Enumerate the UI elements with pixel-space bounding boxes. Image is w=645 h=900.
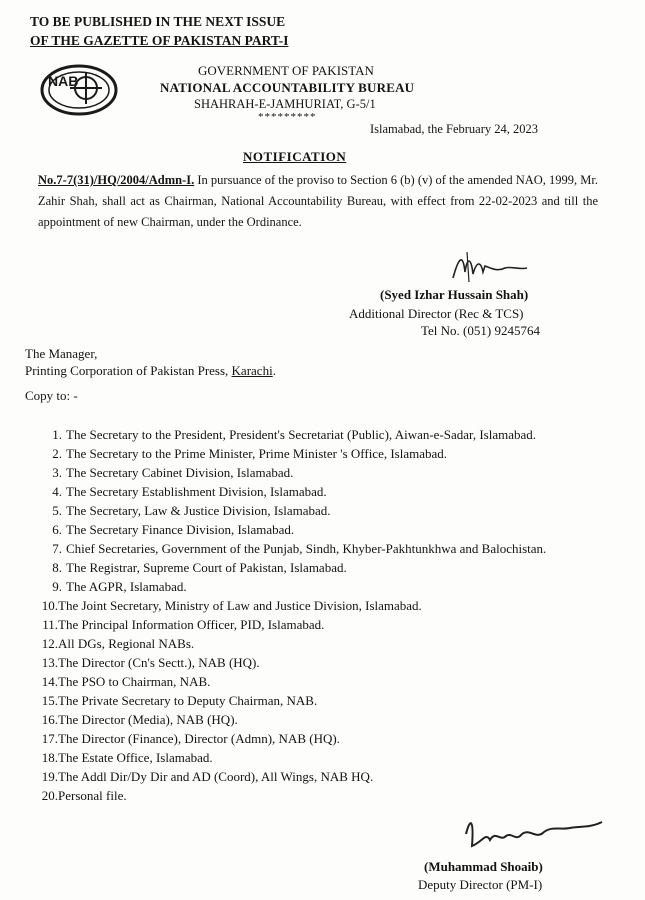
list-item: [28, 596, 588, 615]
bureau-heading: NATIONAL ACCOUNTABILITY BUREAU: [160, 80, 415, 95]
list-item-text: The Director (Finance), Director (Admn), NAB (HQ).: [58, 731, 340, 746]
signature-icon: [460, 812, 610, 862]
addressee-punct: .: [272, 363, 276, 378]
list-item-number: 18.: [41, 750, 58, 765]
list-item-text: The Registrar, Supreme Court of Pakistan, Islamabad.: [66, 560, 347, 575]
list-item-text: The Private Secretary to Deputy Chairman, NAB.: [58, 693, 318, 708]
signatory1-designation: Additional Director (Rec & TCS): [349, 306, 524, 321]
list-item-number: 14.: [41, 674, 58, 689]
list-item-text: The AGPR, Islamabad.: [66, 579, 187, 594]
list-item: [28, 653, 588, 672]
signatory2-designation: Deputy Director (PM-I): [418, 877, 543, 892]
list-item-number: 6.: [52, 522, 62, 537]
notification-body: [38, 170, 598, 233]
addressee-city: Karachi: [231, 363, 273, 378]
list-item: [28, 767, 588, 786]
signature-icon: [445, 248, 535, 288]
list-item-number: 9.: [52, 579, 62, 594]
list-item-text: The Secretary to the President, President's Secretariat (Public), Aiwan-e-Sadar, Islamabad.: [66, 427, 537, 442]
list-item-number: 4.: [52, 484, 62, 499]
list-item: [28, 463, 588, 482]
copy-to-label: Copy to: -: [25, 388, 78, 403]
bureau-address: SHAHRAH-E-JAMHURIAT, G-5/1: [194, 97, 376, 111]
list-item-number: 19.: [41, 769, 58, 784]
list-item-text: The Principal Information Officer, PID, Islamabad.: [58, 617, 325, 632]
nab-logo-icon: [40, 64, 118, 116]
list-item-text: The Secretary to the Prime Minister, Prime Minister 's Office, Islamabad.: [66, 446, 448, 461]
list-item-text: Chief Secretaries, Government of the Punjab, Sindh, Khyber-Pakhtunkhwa and Balochistan.: [66, 541, 547, 556]
addressee-org: Printing Corporation of Pakistan Press,: [25, 363, 232, 378]
list-item-text: The Secretary Finance Division, Islamabad.: [66, 522, 295, 537]
list-item-number: 10.: [41, 598, 58, 613]
list-item-number: 12.: [41, 636, 58, 651]
header-stars: *********: [258, 111, 317, 123]
list-item: [28, 520, 588, 539]
list-item-text: The Secretary Establishment Division, Islamabad.: [66, 484, 327, 499]
signatory1-name: (Syed Izhar Hussain Shah): [380, 287, 529, 302]
notification-text: In pursuance of the proviso to Section 6 (b) (v) of the amended NAO, 1999, Mr. Zahir Shah, shall act as Chairman, National Accountability Bureau, with effect from 22-02-2023 and till the appointment of new Chairman, under the Ordinance.: [38, 173, 598, 229]
list-item: [28, 710, 588, 729]
list-item: [28, 634, 588, 653]
page-title: NOTIFICATION: [243, 149, 347, 164]
logo-text: NAB: [48, 73, 79, 89]
list-item-text: The PSO to Chairman, NAB.: [58, 674, 211, 689]
list-item: [28, 577, 588, 596]
list-item-number: 17.: [41, 731, 58, 746]
list-item-text: The Secretary Cabinet Division, Islamabad.: [66, 465, 294, 480]
list-item-text: The Secretary, Law & Justice Division, Islamabad.: [66, 503, 331, 518]
list-item-number: 13.: [41, 655, 58, 670]
list-item-number: 5.: [52, 503, 62, 518]
publication-note-line2: OF THE GAZETTE OF PAKISTAN PART-I: [30, 33, 289, 48]
list-item-text: The Director (Cn's Sectt.), NAB (HQ).: [58, 655, 260, 670]
list-item-number: 7.: [52, 541, 62, 556]
list-item-number: 15.: [41, 693, 58, 708]
government-heading: GOVERNMENT OF PAKISTAN: [198, 63, 374, 78]
list-item: [28, 691, 588, 710]
list-item: [28, 444, 588, 463]
addressee-line2: [25, 363, 276, 379]
list-item: [28, 539, 588, 558]
signatory2-name: (Muhammad Shoaib): [424, 859, 543, 874]
list-item-text: The Addl Dir/Dy Dir and AD (Coord), All Wings, NAB HQ.: [58, 769, 374, 784]
list-item-number: 3.: [52, 465, 62, 480]
list-item-text: The Joint Secretary, Ministry of Law and Justice Division, Islamabad.: [58, 598, 422, 613]
list-item-number: 11.: [42, 617, 58, 632]
list-item: [28, 672, 588, 691]
copy-to-list: [28, 425, 588, 805]
list-item-number: 16.: [41, 712, 58, 727]
list-item-text: The Estate Office, Islamabad.: [58, 750, 213, 765]
reference-number: No.7-7(31)/HQ/2004/Admn-I.: [38, 173, 195, 187]
list-item: [28, 558, 588, 577]
list-item: [28, 729, 588, 748]
list-item-text: All DGs, Regional NABs.: [58, 636, 195, 651]
publication-note-line1: TO BE PUBLISHED IN THE NEXT ISSUE: [30, 14, 286, 29]
addressee-line1: The Manager,: [25, 346, 98, 361]
list-item-text: The Director (Media), NAB (HQ).: [58, 712, 238, 727]
list-item: [28, 786, 588, 805]
issue-date: Islamabad, the February 24, 2023: [370, 122, 539, 136]
list-item: [28, 748, 588, 767]
signatory1-telephone: Tel No. (051) 9245764: [421, 323, 540, 338]
list-item-number: 1.: [52, 427, 62, 442]
list-item: [28, 615, 588, 634]
list-item-text: Personal file.: [58, 788, 127, 803]
list-item-number: 2.: [52, 446, 62, 461]
list-item: [28, 501, 588, 520]
list-item: [28, 482, 588, 501]
list-item-number: 8.: [52, 560, 62, 575]
list-item: [28, 425, 588, 444]
list-item-number: 20.: [41, 788, 58, 803]
